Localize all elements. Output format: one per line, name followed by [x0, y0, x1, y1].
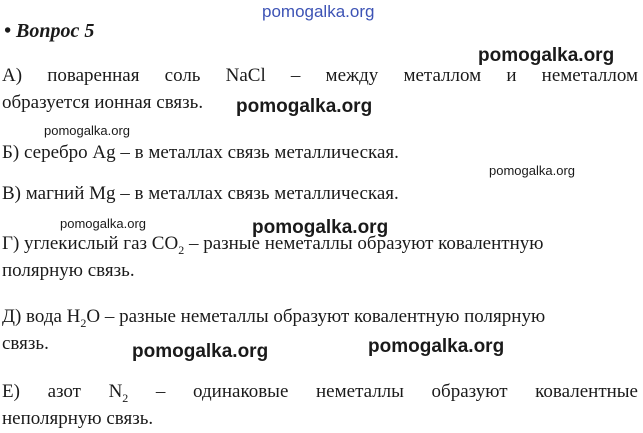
- answer-g-line2: полярную связь.: [2, 260, 135, 281]
- watermark: pomogalka.org: [44, 123, 130, 138]
- answer-g: [2, 230, 638, 284]
- answer-b: [2, 139, 638, 166]
- watermark: pomogalka.org: [236, 96, 373, 117]
- watermark: pomogalka.org: [252, 217, 389, 238]
- answer-d: [2, 303, 638, 357]
- question-heading: • Вопрос 5: [4, 20, 95, 42]
- answer-g-line1: Г) углекислый газ $CO_2$ – разные неметаллы образуют ковалентную: [2, 233, 544, 257]
- watermark: pomogalka.org: [489, 163, 575, 178]
- answer-e: [2, 378, 638, 432]
- watermark: pomogalka.org: [368, 336, 505, 357]
- answer-b-text: Б) серебро Ag – в металлах связь металлическая.: [2, 142, 399, 163]
- answer-d-line2: связь.: [2, 333, 49, 354]
- watermark: pomogalka.org: [478, 45, 615, 66]
- watermark: pomogalka.org: [60, 216, 146, 231]
- answer-e-line1: Е) азот $N_2$ – одинаковые неметаллы образуют ковалентные: [2, 381, 638, 405]
- answer-e-line2: неполярную связь.: [2, 408, 154, 429]
- watermark-top[interactable]: pomogalka.org: [262, 2, 375, 21]
- answer-v: [2, 180, 638, 207]
- answer-v-text: В) магний Mg – в металлах связь металлическая.: [2, 183, 399, 204]
- answer-a-line1: А) поваренная соль NaCl – между металлом и неметаллом: [2, 65, 638, 86]
- watermark: pomogalka.org: [132, 341, 269, 362]
- answer-a-line2: образуется ионная связь.: [2, 92, 204, 113]
- answer-d-line1: Д) вода $H_2O$ – разные неметаллы образуют ковалентную полярную: [2, 306, 546, 330]
